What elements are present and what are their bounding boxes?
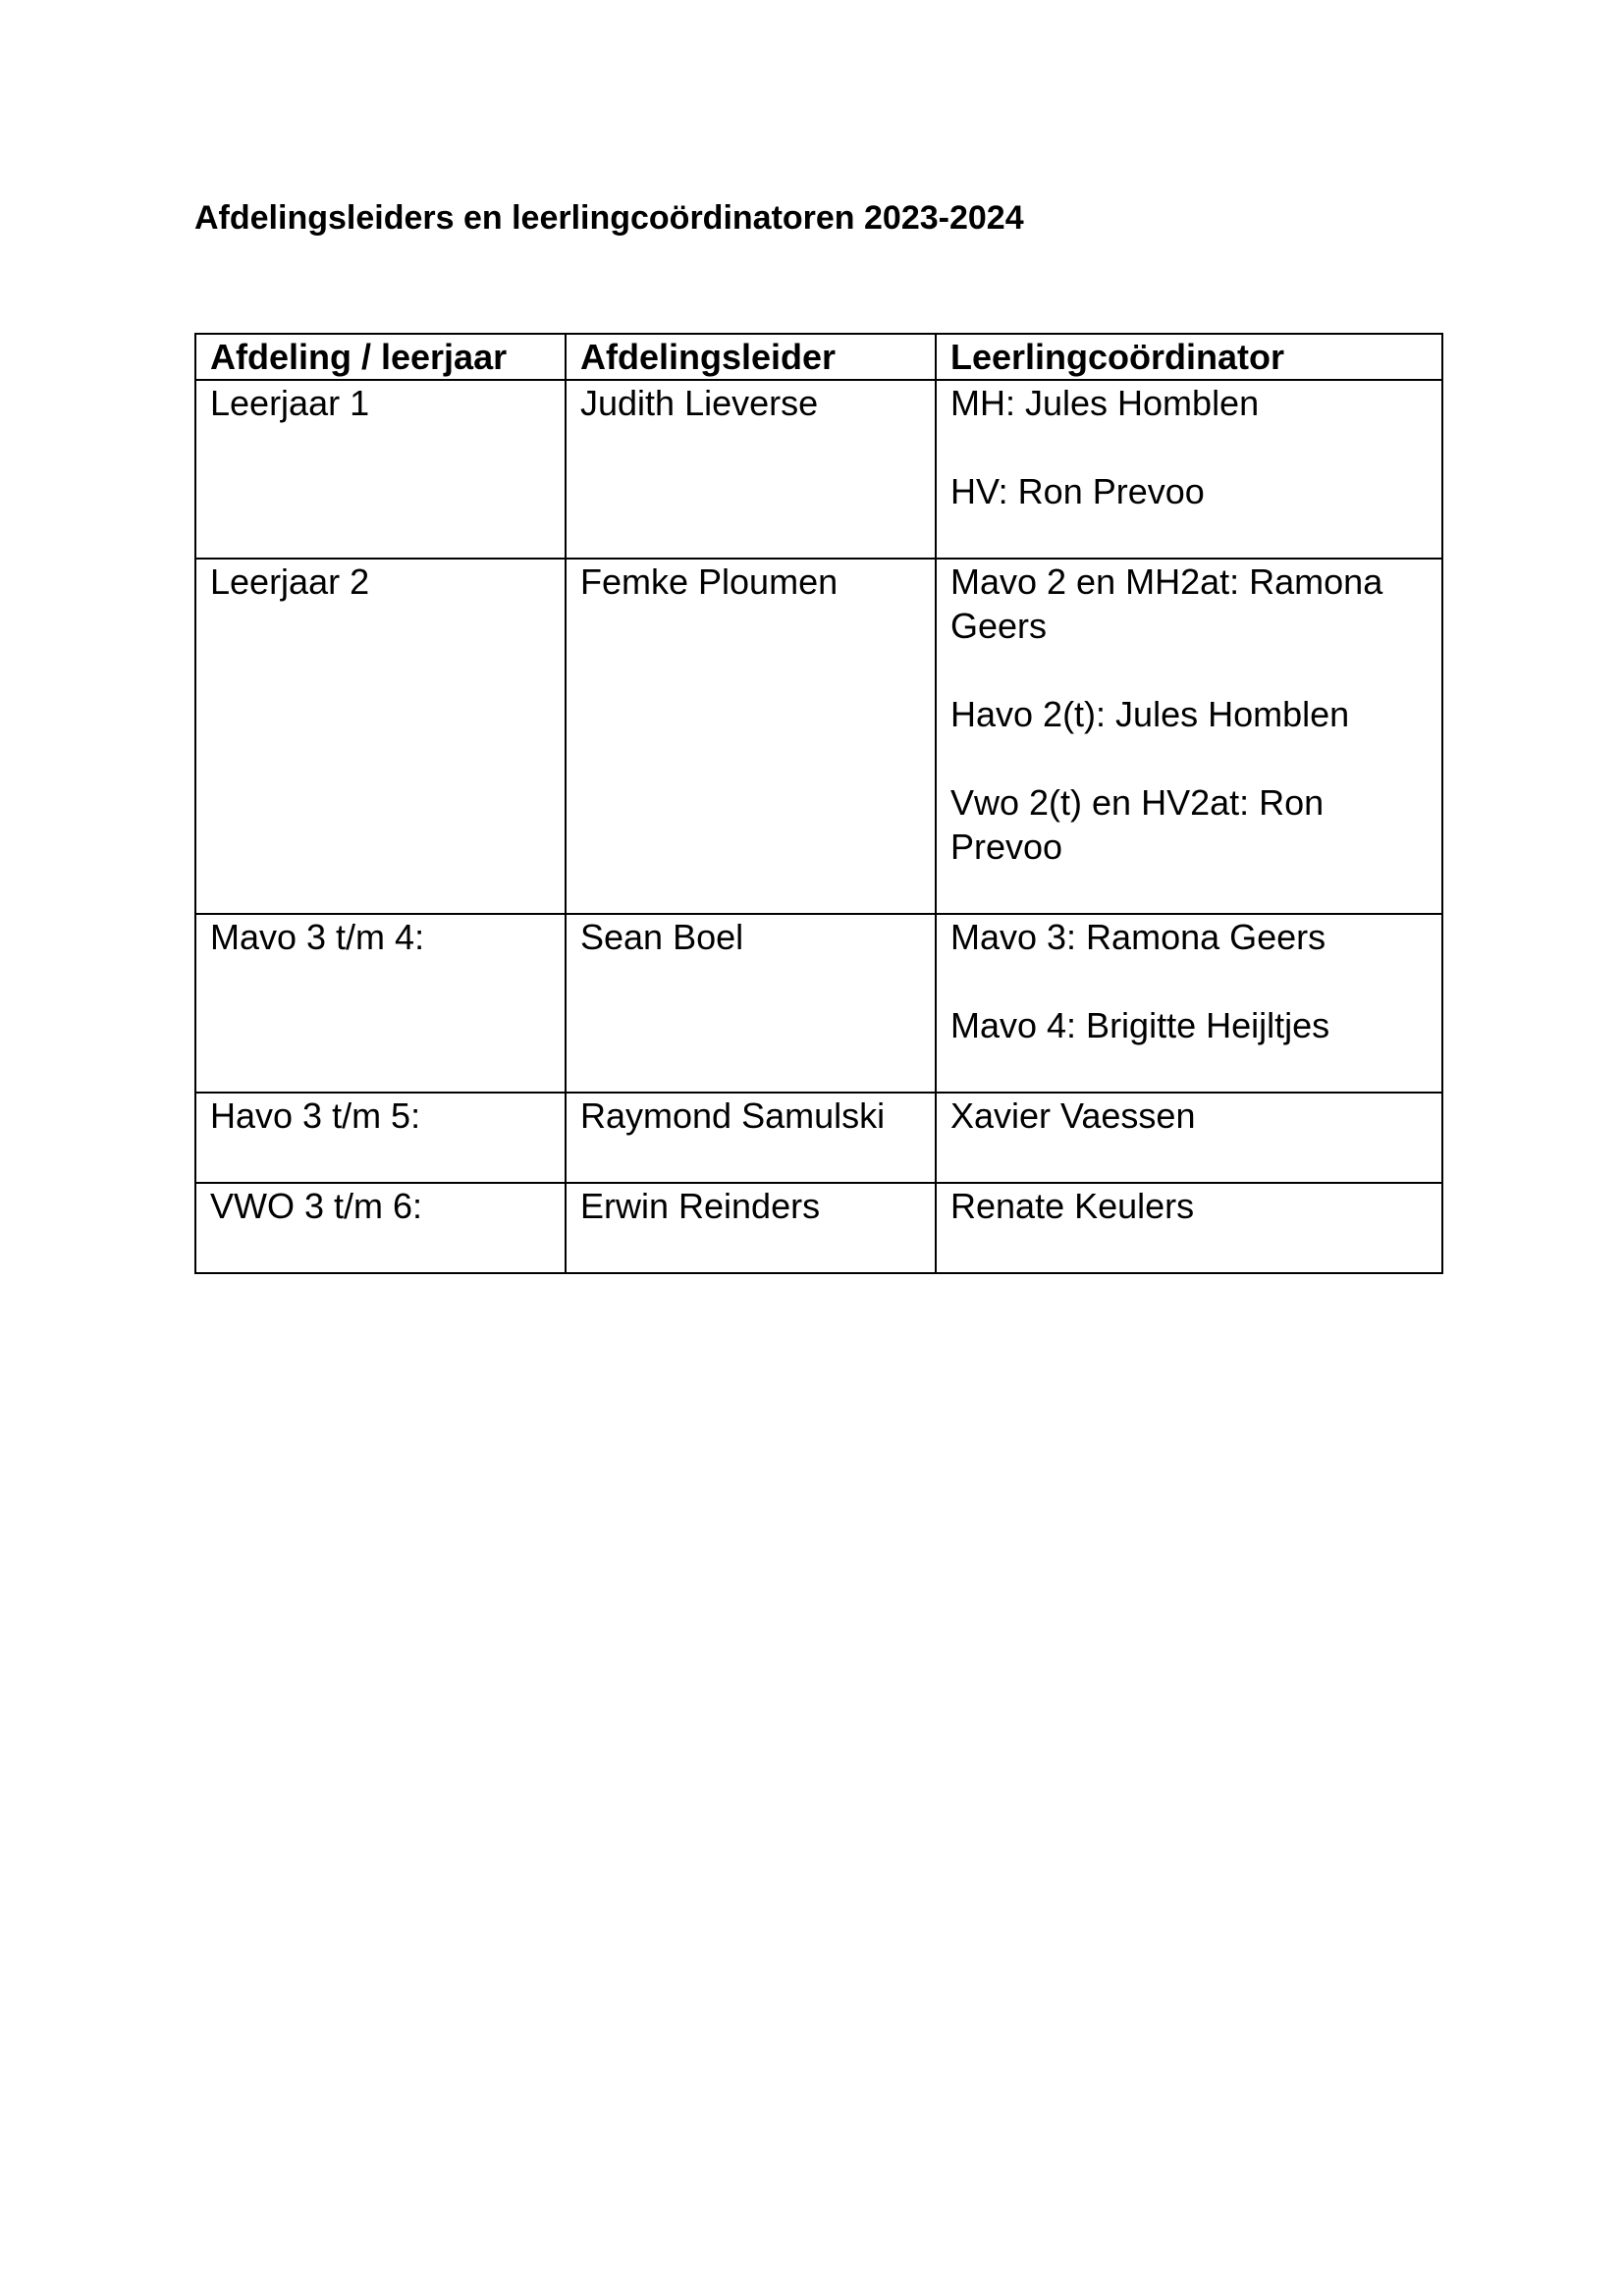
coordinator-entry: Xavier Vaessen — [950, 1095, 1196, 1136]
cell-afdeling: Leerjaar 2 — [195, 559, 566, 914]
table-row — [195, 914, 1442, 1093]
cell-afdelingsleider: Femke Ploumen — [566, 559, 936, 914]
header-afdeling: Afdeling / leerjaar — [195, 334, 566, 380]
table-row — [195, 559, 1442, 914]
cell-afdelingsleider: Erwin Reinders — [566, 1183, 936, 1273]
header-afdelingsleider: Afdelingsleider — [566, 334, 936, 380]
cell-leerlingcoordinator — [936, 914, 1442, 1093]
coordinator-entry: Mavo 3: Ramona Geers — [950, 917, 1326, 957]
cell-afdelingsleider: Sean Boel — [566, 914, 936, 1093]
cell-leerlingcoordinator — [936, 1093, 1442, 1183]
coordinator-entry: Vwo 2(t) en HV2at: Ron Prevoo — [950, 782, 1325, 867]
coordinator-entry: Havo 2(t): Jules Homblen — [950, 694, 1350, 734]
coordinator-entry: MH: Jules Homblen — [950, 383, 1260, 423]
cell-afdeling: Leerjaar 1 — [195, 380, 566, 559]
cell-leerlingcoordinator — [936, 1183, 1442, 1273]
cell-afdeling: Havo 3 t/m 5: — [195, 1093, 566, 1183]
coordinators-table — [194, 333, 1443, 1274]
cell-afdeling: VWO 3 t/m 6: — [195, 1183, 566, 1273]
header-leerlingcoordinator: Leerlingcoördinator — [936, 334, 1442, 380]
cell-afdeling: Mavo 3 t/m 4: — [195, 914, 566, 1093]
table-row — [195, 380, 1442, 559]
coordinator-entry: Mavo 4: Brigitte Heijltjes — [950, 1005, 1330, 1045]
cell-afdelingsleider: Judith Lieverse — [566, 380, 936, 559]
cell-afdelingsleider: Raymond Samulski — [566, 1093, 936, 1183]
page-title: Afdelingsleiders en leerlingcoördinatoren 2023-2024 — [194, 199, 1024, 237]
table-header-row — [195, 334, 1442, 380]
table-row — [195, 1183, 1442, 1273]
cell-leerlingcoordinator — [936, 559, 1442, 914]
coordinator-entry: HV: Ron Prevoo — [950, 471, 1205, 511]
cell-leerlingcoordinator — [936, 380, 1442, 559]
table-row — [195, 1093, 1442, 1183]
coordinator-entry: Mavo 2 en MH2at: Ramona Geers — [950, 561, 1383, 646]
coordinator-entry: Renate Keulers — [950, 1186, 1195, 1226]
